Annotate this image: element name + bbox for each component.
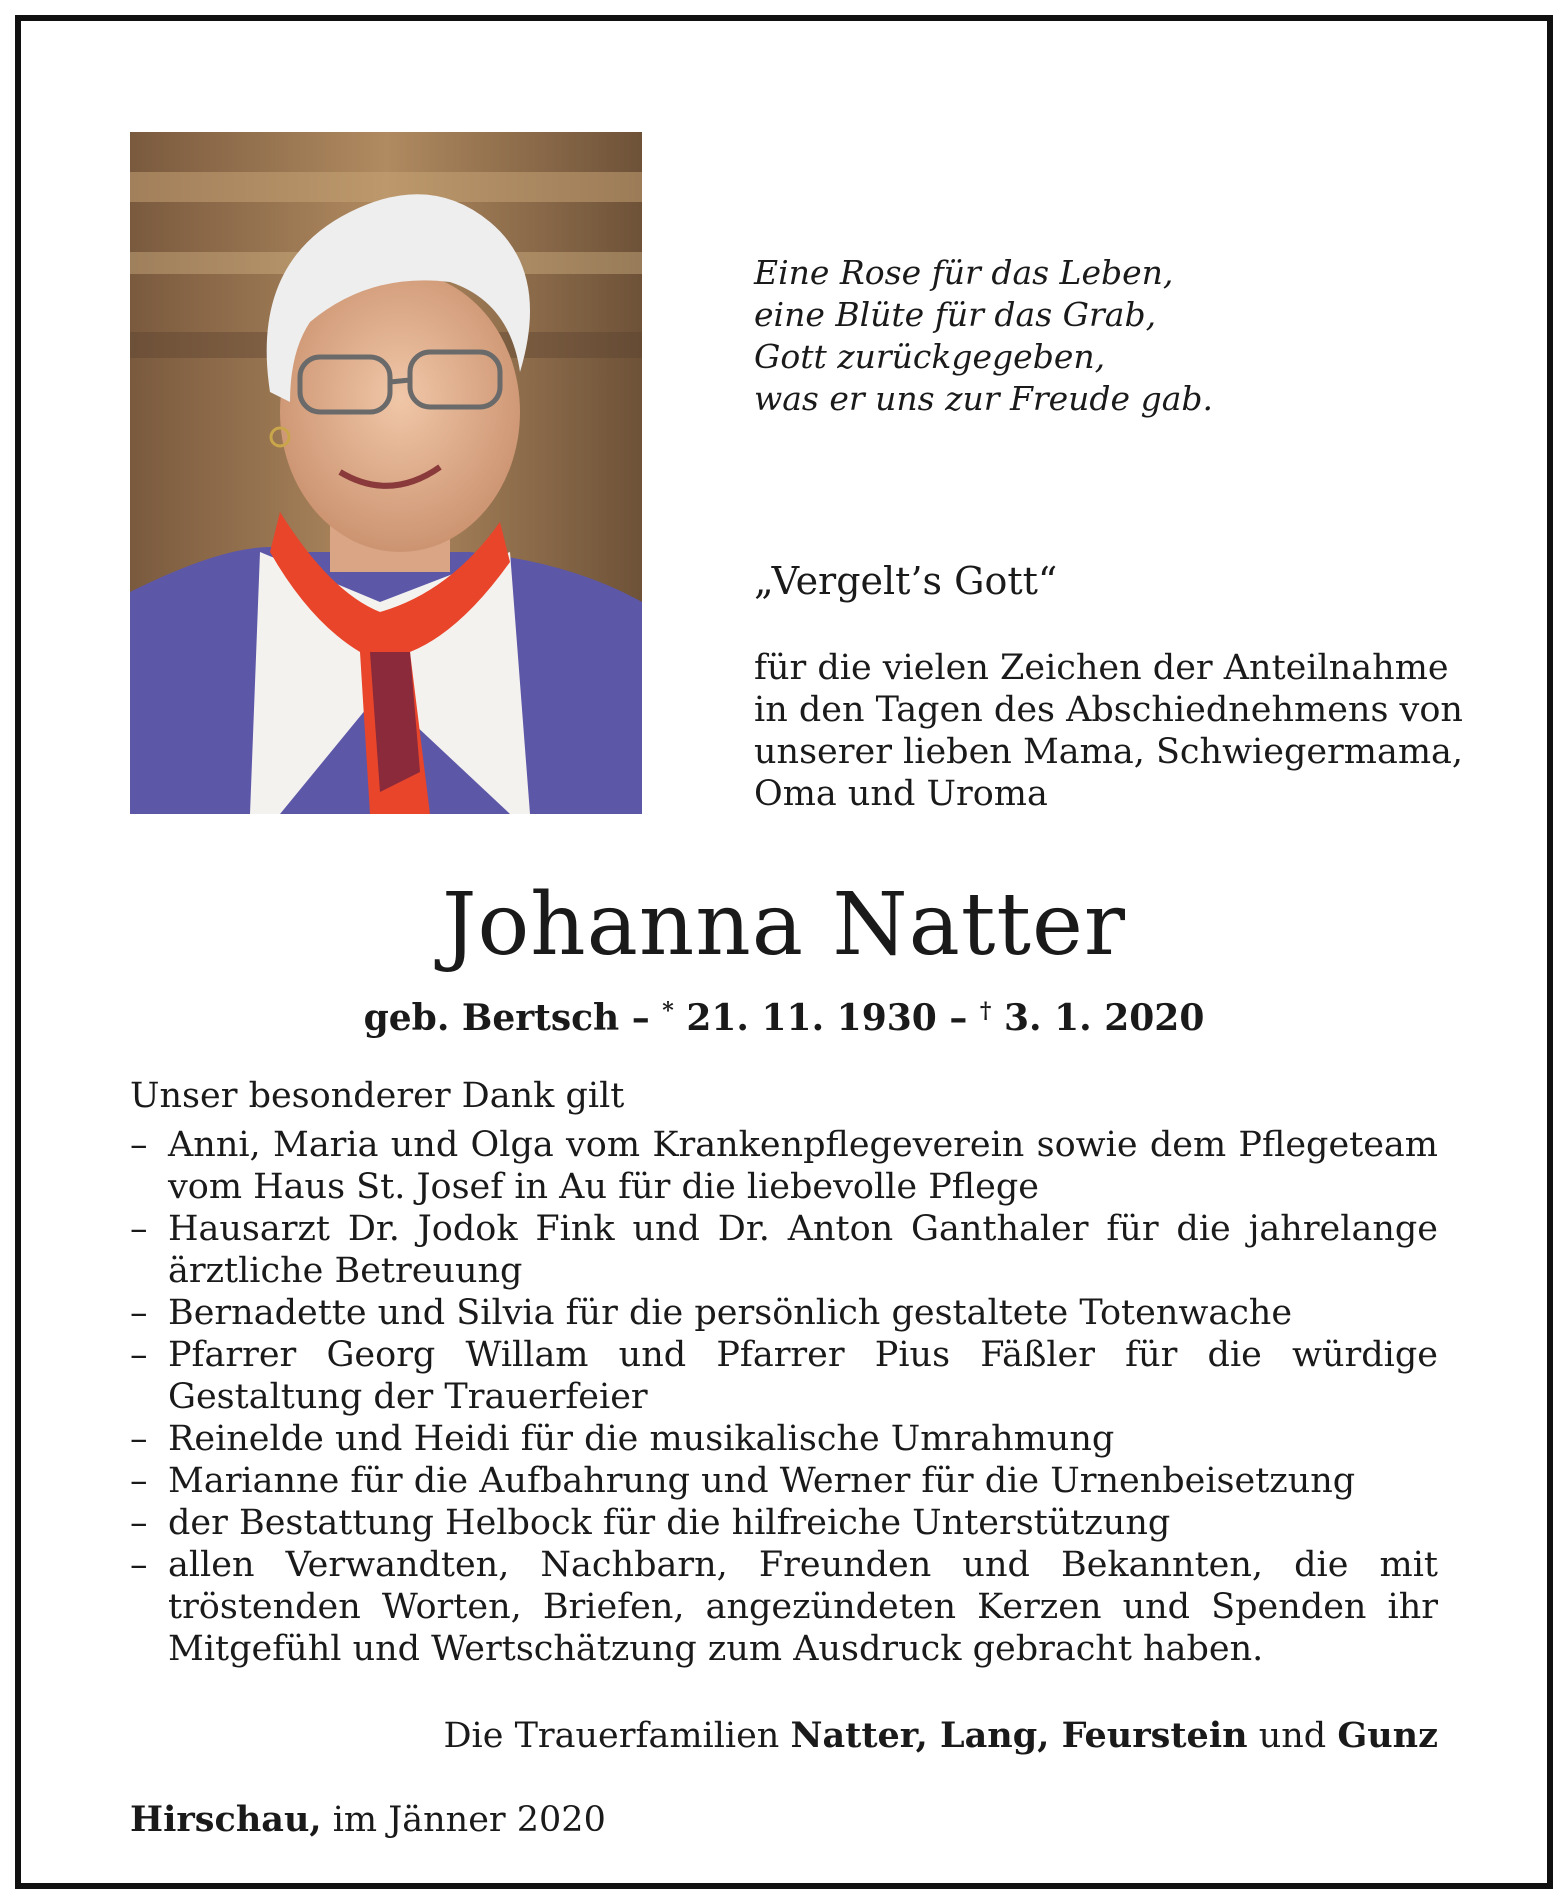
list-item-text: Bernadette und Silvia für die persönlich gestaltete Totenwache — [168, 1293, 1293, 1333]
death-symbol: † — [979, 998, 992, 1024]
list-item-text: allen Verwandten, Nachbarn, Freunden und Bekannten, die mit tröstenden Worten, Briefen, angezündeten Kerzen und Spenden ihr Mitgefühl und Wertschätzung zum Ausdruck gebracht haben. — [168, 1545, 1438, 1669]
families-conj: und — [1247, 1716, 1338, 1756]
poem-line: Eine Rose für das Leben, — [754, 253, 1174, 292]
poem-line: Gott zurückgegeben, — [754, 337, 1106, 376]
intro-line: Oma und Uroma — [754, 774, 1048, 814]
poem — [754, 252, 1454, 420]
dash: – — [130, 1125, 148, 1165]
list-item-text: Reinelde und Heidi für die musikalische Umrahmung — [168, 1419, 1115, 1459]
thanks-heading: „Vergelt’s Gott“ — [754, 559, 1058, 603]
list-item-text: Hausarzt Dr. Jodok Fink und Dr. Anton Ganthaler für die jahrelange ärztliche Betreuung — [168, 1209, 1438, 1291]
separator: – — [936, 997, 980, 1039]
list-item — [130, 1418, 1438, 1460]
dank-heading: Unser besonderer Dank gilt — [130, 1076, 625, 1116]
dash: – — [130, 1293, 148, 1333]
list-item — [130, 1334, 1438, 1418]
place-town: Hirschau, — [130, 1799, 322, 1840]
families-prefix: Die Trauerfamilien — [443, 1716, 791, 1756]
intro-line: für die vielen Zeichen der Anteilnahme — [754, 648, 1449, 688]
separator: – — [619, 997, 663, 1039]
list-item — [130, 1460, 1438, 1502]
maiden-name: geb. Bertsch — [363, 997, 620, 1039]
dash: – — [130, 1335, 148, 1375]
list-item — [130, 1208, 1438, 1292]
dash: – — [130, 1209, 148, 1249]
families-names: Natter, Lang, Feurstein — [790, 1715, 1248, 1756]
dash: – — [130, 1419, 148, 1459]
list-item — [130, 1124, 1438, 1208]
list-item-text: der Bestattung Helbock für die hilfreiche Unterstützung — [168, 1503, 1171, 1543]
list-item — [130, 1502, 1438, 1544]
thanks-list — [130, 1124, 1438, 1670]
death-date: 3. 1. 2020 — [991, 997, 1205, 1039]
poem-line: eine Blüte für das Grab, — [754, 295, 1157, 334]
place-date-text: im Jänner 2020 — [321, 1800, 606, 1840]
intro-line: in den Tagen des Abschiednehmens von — [754, 690, 1463, 730]
intro-line: unserer lieben Mama, Schwiegermama, — [754, 732, 1464, 772]
list-item-text: Marianne für die Aufbahrung und Werner für die Urnenbeisetzung — [168, 1461, 1356, 1501]
list-item — [130, 1292, 1438, 1334]
list-item — [130, 1544, 1438, 1670]
life-dates — [0, 988, 1568, 1041]
deceased-name: Johanna Natter — [442, 875, 1126, 975]
dash: – — [130, 1461, 148, 1501]
dash: – — [130, 1545, 148, 1585]
list-item-text: Pfarrer Georg Willam und Pfarrer Pius Fäßler für die würdige Gestaltung der Trauerfeier — [168, 1335, 1438, 1417]
birth-symbol: * — [662, 998, 674, 1024]
families-signature — [443, 1714, 1438, 1758]
poem-line: was er uns zur Freude gab. — [754, 379, 1213, 418]
place-date — [130, 1798, 606, 1842]
birth-date: 21. 11. 1930 — [673, 997, 937, 1039]
intro-text — [754, 647, 1464, 815]
list-item-text: Anni, Maria und Olga vom Krankenpflegeverein sowie dem Pflegeteam vom Haus St. Josef in Au für die liebevolle Pflege — [168, 1125, 1438, 1207]
dash: – — [130, 1503, 148, 1543]
portrait-photo — [130, 132, 642, 814]
families-last: Gunz — [1337, 1715, 1438, 1756]
